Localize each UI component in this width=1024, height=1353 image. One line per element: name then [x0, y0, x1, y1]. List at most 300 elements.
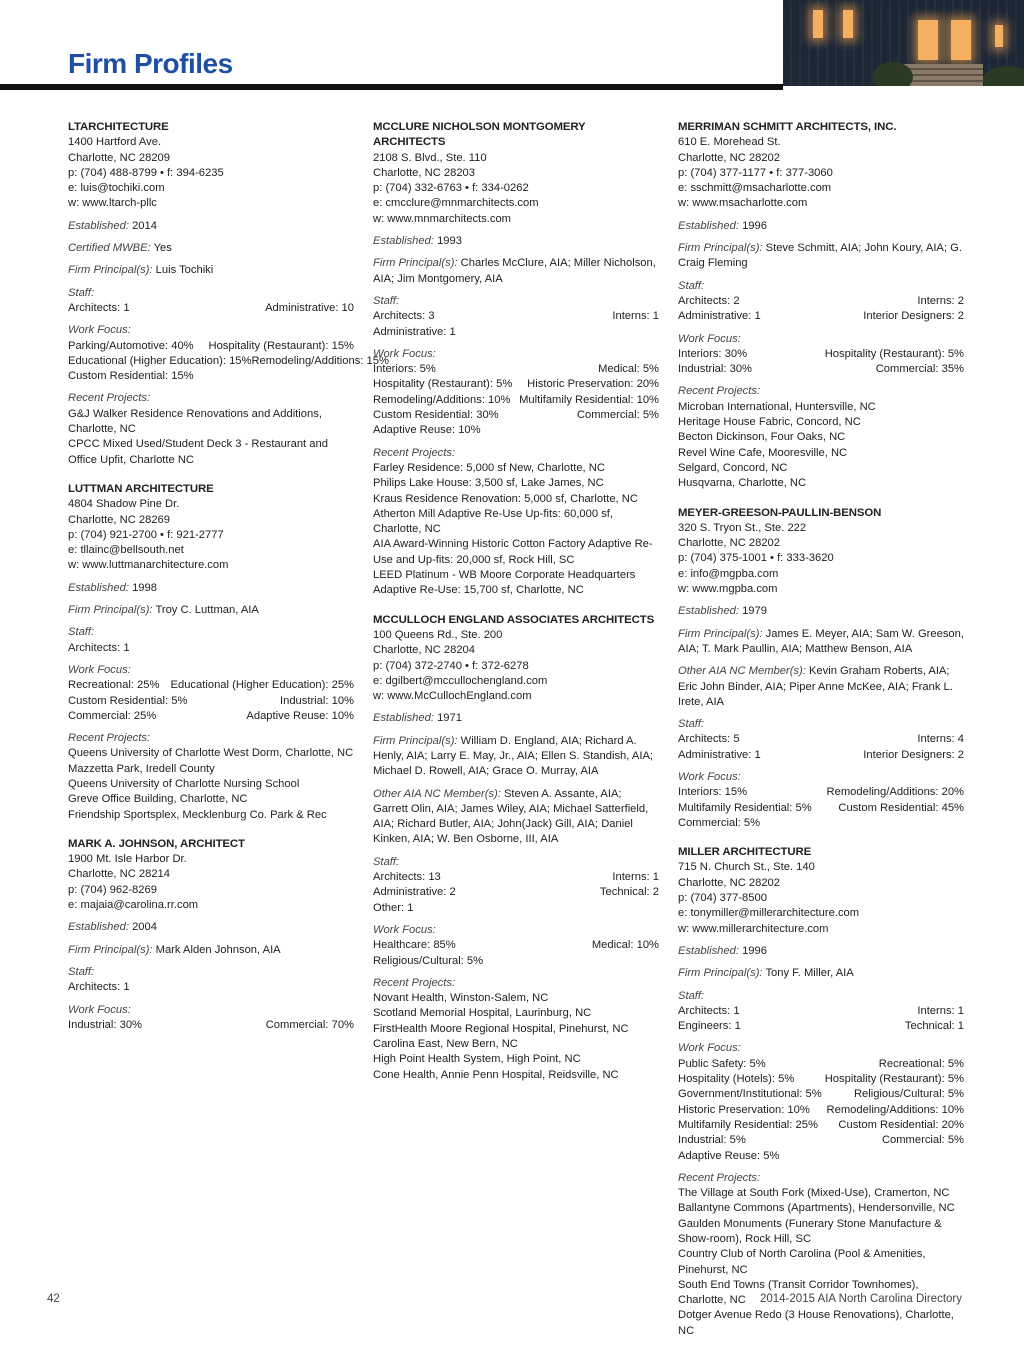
- focus-row: [678, 1057, 964, 1072]
- focus-item: Industrial: 5%: [678, 1134, 746, 1147]
- focus-row: [678, 1149, 964, 1164]
- projects-section: [68, 731, 354, 823]
- established-line: [373, 711, 659, 726]
- focus-item: Remodeling/Additions: 20%: [826, 786, 964, 799]
- focus-row: [68, 369, 354, 384]
- focus-item: Government/Institutional: 5%: [678, 1088, 822, 1101]
- staff-row: [373, 325, 659, 340]
- focus-item: Custom Residential: 20%: [838, 1118, 964, 1131]
- established-value: 1996: [742, 944, 767, 957]
- staff-row: [678, 309, 964, 324]
- contact-line: 1400 Hartford Ave.: [68, 136, 162, 149]
- staff-item: Architects: 2: [678, 294, 740, 307]
- focus-item: Remodeling/Additions: 15%: [251, 354, 389, 367]
- established-value: 1979: [742, 605, 767, 618]
- established-value: 1996: [742, 219, 767, 232]
- focus-item: Industrial: 30%: [68, 1018, 143, 1031]
- staff-row: [373, 309, 659, 324]
- contact-line: 2108 S. Blvd., Ste. 110: [373, 151, 487, 164]
- firm-name: MARK A. JOHNSON, ARCHITECT: [68, 837, 245, 850]
- members-line: [373, 787, 659, 848]
- focus-row: [68, 1018, 354, 1033]
- project-item: Heritage House Fabric, Concord, NC: [678, 416, 861, 429]
- contact-line: Charlotte, NC 28202: [678, 876, 780, 889]
- contact-line: e: info@mgpba.com: [678, 567, 779, 580]
- mwbe-line: [68, 241, 354, 256]
- contact-line: w: www.ltarch-pllc: [68, 197, 157, 210]
- established-value: 2014: [132, 219, 157, 232]
- contact-line: 610 E. Morehead St.: [678, 136, 781, 149]
- principals-label: Firm Principal(s):: [373, 734, 458, 747]
- focus-item: Multifamily Residential: 10%: [519, 393, 659, 406]
- staff-item: Interns: 1: [917, 1004, 964, 1017]
- members-line: [678, 664, 964, 710]
- focus-item: Industrial: 10%: [279, 694, 354, 707]
- project-item: Gaulden Monuments (Funerary Stone Manufacture & Show-room), Rock Hill, SC: [678, 1217, 942, 1245]
- project-item: Novant Health, Winston-Salem, NC: [373, 992, 549, 1005]
- staff-item: Other: 1: [373, 901, 414, 914]
- staff-item: Administrative: 1: [678, 310, 761, 323]
- staff-row: [68, 301, 354, 316]
- focus-row: [678, 801, 964, 816]
- page-header: [0, 0, 1024, 92]
- principals-value: William D. England, AIA; Richard A. Henly, AIA; Larry E. May, Jr., AIA; Ellen S. Standish, AIA; Michael D. Rowell, AIA; Grace O. Murray, AIA: [373, 734, 654, 778]
- contact-line: p: (704) 377-1177 • f: 377-3060: [678, 166, 833, 179]
- focus-row: [678, 362, 964, 377]
- column-2: [373, 120, 659, 1097]
- staff-row: [678, 1004, 964, 1019]
- members-label: Other AIA NC Member(s):: [678, 665, 806, 678]
- contact-line: p: (704) 921-2700 • f: 921-2777: [68, 528, 224, 541]
- project-item: High Point Health System, High Point, NC: [373, 1053, 581, 1066]
- principals-value: Tony F. Miller, AIA: [765, 967, 854, 980]
- page-title: Firm Profiles: [68, 48, 233, 79]
- mwbe-label: Certified MWBE:: [68, 242, 151, 255]
- established-label: Established:: [68, 581, 129, 594]
- project-item: Queens University of Charlotte West Dorm, Charlotte, NC: [68, 747, 354, 760]
- staff-section: [678, 989, 964, 1035]
- focus-item: Religious/Cultural: 5%: [853, 1088, 964, 1101]
- project-item: Scotland Memorial Hospital, Laurinburg, NC: [373, 1007, 592, 1020]
- established-label: Established:: [373, 235, 434, 248]
- staff-item: Engineers: 1: [678, 1020, 741, 1033]
- focus-section: [68, 663, 354, 724]
- staff-row: [68, 980, 354, 995]
- staff-row: [678, 294, 964, 309]
- firm-name: MERRIMAN SCHMITT ARCHITECTS, INC.: [678, 121, 897, 133]
- established-label: Established:: [373, 712, 434, 725]
- firm-name: LUTTMAN ARCHITECTURE: [68, 482, 214, 495]
- project-item: Atherton Mill Adaptive Re-Use Up-fits: 60,000 sf, Charlotte, NC: [373, 507, 614, 536]
- principals-label: Firm Principal(s):: [678, 967, 763, 980]
- principals-label: Firm Principal(s):: [678, 242, 763, 255]
- focus-row: [373, 408, 659, 423]
- project-item: Selgard, Concord, NC: [678, 461, 788, 474]
- focus-item: Hospitality (Hotels): 5%: [678, 1073, 795, 1086]
- principals-line: [68, 603, 354, 618]
- contact-line: 715 N. Church St., Ste. 140: [678, 861, 815, 874]
- projects-label: Recent Projects:: [678, 1171, 761, 1184]
- staff-section: [68, 965, 354, 996]
- header-rule: [0, 84, 783, 90]
- staff-section: [678, 717, 964, 763]
- contact-line: p: (704) 372-2740 • f: 372-6278: [373, 659, 529, 672]
- project-item: Dotger Avenue Redo (3 House Renovations), Charlotte, NC: [678, 1309, 954, 1337]
- focus-row: [373, 393, 659, 408]
- focus-row: [678, 1103, 964, 1118]
- established-line: [678, 219, 964, 234]
- firm-name: MCCLURE NICHOLSON MONTGOMERY ARCHITECTS: [373, 121, 586, 149]
- focus-item: Commercial: 35%: [875, 363, 964, 376]
- principals-line: [373, 256, 659, 287]
- principals-line: [373, 734, 659, 780]
- staff-label: Staff:: [678, 718, 705, 731]
- project-item: FirstHealth Moore Regional Hospital, Pinehurst, NC: [373, 1022, 629, 1035]
- firm-profile: [373, 120, 659, 599]
- staff-row: [678, 1019, 964, 1034]
- focus-row: [68, 709, 354, 724]
- project-item: LEED Platinum - WB Moore Corporate Headquarters Adaptive Re-Use: 15,700 sf, Charlotte, NC: [373, 569, 636, 597]
- established-label: Established:: [68, 219, 129, 232]
- established-line: [68, 219, 354, 234]
- principals-label: Firm Principal(s):: [68, 943, 153, 956]
- staff-label: Staff:: [678, 989, 705, 1002]
- focus-item: Adaptive Reuse: 5%: [678, 1149, 780, 1162]
- established-label: Established:: [678, 219, 739, 232]
- project-item: Philips Lake House: 3,500 sf, Lake James, NC: [373, 477, 604, 490]
- staff-item: Architects: 13: [373, 871, 441, 884]
- focus-item: Custom Residential: 45%: [838, 801, 964, 814]
- project-item: G&J Walker Residence Renovations and Additions, Charlotte, NC: [68, 407, 322, 436]
- project-item: Queens University of Charlotte Nursing School: [68, 777, 300, 790]
- project-item: Microban International, Huntersville, NC: [678, 400, 876, 413]
- page-number: 42: [47, 1293, 60, 1305]
- contact-line: w: www.millerarchitecture.com: [678, 922, 829, 935]
- project-item: CPCC Mixed Used/Student Deck 3 - Restaurant and Office Upfit, Charlotte NC: [68, 438, 328, 466]
- staff-item: Architects: 1: [678, 1004, 740, 1017]
- focus-item: Hospitality (Restaurant): 5%: [824, 347, 964, 360]
- focus-item: Custom Residential: 5%: [68, 694, 188, 707]
- principals-line: [678, 627, 964, 658]
- focus-item: Parking/Automotive: 40%: [68, 339, 194, 352]
- focus-row: [68, 339, 354, 354]
- projects-section: [68, 391, 354, 467]
- column-1: [68, 120, 389, 1047]
- staff-label: Staff:: [68, 626, 95, 639]
- project-item: Husqvarna, Charlotte, NC: [678, 477, 807, 490]
- principals-line: [678, 966, 964, 981]
- contact-line: e: luis@tochiki.com: [68, 182, 165, 195]
- focus-section: [373, 923, 659, 969]
- principals-value: Troy C. Luttman, AIA: [155, 604, 259, 617]
- contact-line: Charlotte, NC 28269: [68, 513, 170, 526]
- principals-value: James E. Meyer, AIA; Sam W. Greeson, AIA; T. Mark Paullin, AIA; Matthew Benson, AIA: [678, 627, 964, 655]
- project-item: Ballantyne Commons (Apartments), Hendersonville, NC: [678, 1202, 955, 1215]
- staff-item: Interior Designers: 2: [863, 310, 964, 323]
- focus-item: Medical: 10%: [591, 939, 659, 952]
- principals-value: Charles McClure, AIA; Miller Nicholson, AIA; Jim Montgomery, AIA: [373, 257, 656, 285]
- focus-item: Commercial: 70%: [265, 1018, 354, 1031]
- focus-label: Work Focus:: [373, 923, 436, 936]
- staff-section: [68, 625, 354, 656]
- project-item: Cone Health, Annie Penn Hospital, Reidsville, NC: [373, 1068, 619, 1081]
- firm-profile: [678, 845, 964, 1339]
- focus-row: [68, 354, 389, 369]
- principals-line: [68, 943, 354, 958]
- project-item: Greve Office Building, Charlotte, NC: [68, 793, 248, 806]
- focus-item: Recreational: 5%: [878, 1057, 964, 1070]
- staff-label: Staff:: [373, 294, 400, 307]
- principals-value: Mark Alden Johnson, AIA: [155, 943, 281, 956]
- established-line: [678, 944, 964, 959]
- contact-line: w: www.McCullochEngland.com: [373, 690, 532, 703]
- contact-line: Charlotte, NC 28203: [373, 166, 475, 179]
- focus-item: Interiors: 30%: [678, 347, 748, 360]
- principals-value: Steve Schmitt, AIA; John Koury, AIA; G. Craig Fleming: [678, 242, 962, 270]
- established-label: Established:: [678, 944, 739, 957]
- project-item: Kraus Residence Renovation: 5,000 sf, Charlotte, NC: [373, 492, 638, 505]
- staff-row: [678, 732, 964, 747]
- contact-line: w: www.luttmanarchitecture.com: [68, 559, 229, 572]
- staff-label: Staff:: [373, 855, 400, 868]
- contact-line: e: cmcclure@mnmarchitects.com: [373, 197, 539, 210]
- focus-row: [678, 347, 964, 362]
- focus-item: Multifamily Residential: 25%: [678, 1118, 818, 1131]
- focus-item: Hospitality (Restaurant): 5%: [824, 1073, 964, 1086]
- projects-section: [678, 1171, 964, 1339]
- focus-row: [373, 954, 659, 969]
- focus-item: Commercial: 5%: [576, 409, 659, 422]
- firm-profile: [373, 613, 659, 1083]
- focus-row: [373, 423, 659, 438]
- focus-item: Recreational: 25%: [68, 679, 160, 692]
- firm-profile: [68, 482, 354, 823]
- focus-row: [68, 694, 354, 709]
- focus-item: Commercial: 5%: [881, 1134, 964, 1147]
- staff-item: Technical: 1: [904, 1020, 964, 1033]
- focus-item: Adaptive Reuse: 10%: [373, 424, 481, 437]
- focus-item: Remodeling/Additions: 10%: [373, 393, 511, 406]
- members-value: Steven A. Assante, AIA; Garrett Olin, AIA; James Wiley, AIA; Michael Satterfield, AIA; Richard Butler, AIA; John(Jack) Gill, AIA; Daniel Kinken, AIA; W. Ben Osborne, III, AIA: [373, 787, 649, 846]
- firm-profile: [68, 120, 389, 468]
- focus-row: [678, 785, 964, 800]
- focus-label: Work Focus:: [68, 1003, 131, 1016]
- contact-line: Charlotte, NC 28209: [68, 151, 170, 164]
- staff-item: Interior Designers: 2: [863, 748, 964, 761]
- staff-row: [373, 870, 659, 885]
- project-item: Farley Residence: 5,000 sf New, Charlotte, NC: [373, 461, 605, 474]
- contact-line: w: www.mnmarchitects.com: [373, 212, 512, 225]
- focus-item: Medical: 5%: [598, 363, 659, 376]
- staff-section: [373, 855, 659, 916]
- focus-item: Religious/Cultural: 5%: [373, 954, 484, 967]
- focus-item: Commercial: 5%: [678, 816, 761, 829]
- focus-item: Adaptive Reuse: 10%: [246, 709, 354, 722]
- principals-label: Firm Principal(s):: [68, 604, 153, 617]
- mwbe-value: Yes: [153, 242, 172, 255]
- project-item: Becton Dickinson, Four Oaks, NC: [678, 431, 846, 444]
- contact-line: p: (704) 962-8269: [68, 883, 157, 896]
- established-line: [68, 920, 354, 935]
- members-label: Other AIA NC Member(s):: [373, 787, 501, 800]
- contact-line: Charlotte, NC 28204: [373, 644, 475, 657]
- members-value: Kevin Graham Roberts, AIA; Eric John Binder, AIA; Piper Anne McKee, AIA; Frank L. Irete, AIA: [678, 665, 953, 708]
- established-value: 1971: [437, 712, 462, 725]
- established-label: Established:: [678, 605, 739, 618]
- focus-section: [68, 1003, 354, 1034]
- contact-line: 1900 Mt. Isle Harbor Dr.: [68, 853, 187, 866]
- contact-line: 320 S. Tryon St., Ste. 222: [678, 521, 807, 534]
- projects-label: Recent Projects:: [68, 732, 151, 745]
- staff-item: Administrative: 2: [373, 886, 456, 899]
- project-item: Country Club of North Carolina (Pool & Amenities, Pinehurst, NC: [678, 1248, 926, 1276]
- contact-line: w: www.mgpba.com: [678, 583, 778, 596]
- staff-item: Interns: 2: [917, 294, 964, 307]
- footer-text: 2014-2015 AIA North Carolina Directory: [760, 1293, 962, 1305]
- staff-item: Interns: 1: [612, 871, 659, 884]
- staff-item: Technical: 2: [599, 886, 659, 899]
- staff-label: Staff:: [68, 965, 95, 978]
- focus-label: Work Focus:: [68, 663, 131, 676]
- projects-label: Recent Projects:: [373, 976, 456, 989]
- established-line: [678, 604, 964, 619]
- staff-item: Architects: 1: [68, 301, 130, 314]
- firm-name: MILLER ARCHITECTURE: [678, 846, 812, 859]
- staff-row: [373, 901, 659, 916]
- contact-line: Charlotte, NC 28214: [68, 868, 170, 881]
- project-item: Mazzetta Park, Iredell County: [68, 762, 215, 775]
- focus-item: Educational (Higher Education): 25%: [170, 679, 354, 692]
- staff-section: [678, 279, 964, 325]
- staff-item: Architects: 5: [678, 733, 740, 746]
- projects-section: [373, 976, 659, 1083]
- focus-item: Educational (Higher Education): 15%: [68, 354, 252, 367]
- focus-item: Hospitality (Restaurant): 15%: [208, 339, 354, 352]
- focus-item: Interiors: 15%: [678, 786, 748, 799]
- principals-line: [68, 263, 354, 278]
- contact-line: e: majaia@carolina.rr.com: [68, 899, 199, 912]
- focus-row: [68, 678, 354, 693]
- focus-row: [678, 1087, 964, 1102]
- projects-section: [678, 384, 964, 491]
- staff-label: Staff:: [68, 286, 95, 299]
- contact-line: p: (704) 488-8799 • f: 394-6235: [68, 166, 224, 179]
- focus-section: [373, 347, 659, 439]
- focus-item: Healthcare: 85%: [373, 939, 456, 952]
- firm-name: LTARCHITECTURE: [68, 121, 169, 133]
- header-photo: [783, 0, 1024, 86]
- contact-line: Charlotte, NC 28202: [678, 151, 780, 164]
- firm-name: MEYER-GREESON-PAULLIN-BENSON: [678, 506, 882, 519]
- project-item: Revel Wine Cafe, Mooresville, NC: [678, 446, 848, 459]
- staff-item: Administrative: 10: [265, 301, 354, 314]
- contact-line: Charlotte, NC 28202: [678, 537, 780, 550]
- focus-item: Historic Preservation: 20%: [527, 378, 659, 391]
- focus-label: Work Focus:: [68, 324, 131, 337]
- focus-row: [678, 1133, 964, 1148]
- staff-label: Staff:: [678, 279, 705, 292]
- contact-line: e: sschmitt@msacharlotte.com: [678, 182, 832, 195]
- projects-section: [373, 446, 659, 599]
- focus-item: Historic Preservation: 10%: [678, 1103, 810, 1116]
- project-item: AIA Award-Winning Historic Cotton Factory Adaptive Re-Use and Up-fits: 20,000 sf, Rock Hill, SC: [373, 538, 653, 566]
- staff-item: Architects: 1: [68, 641, 130, 654]
- focus-row: [373, 938, 659, 953]
- established-line: [68, 581, 354, 596]
- contact-line: w: www.msacharlotte.com: [678, 197, 808, 210]
- principals-label: Firm Principal(s):: [68, 264, 153, 277]
- contact-line: p: (704) 377-8500: [678, 892, 767, 905]
- staff-item: Administrative: 1: [678, 748, 761, 761]
- principals-label: Firm Principal(s):: [678, 627, 763, 640]
- focus-row: [678, 1118, 964, 1133]
- focus-item: Custom Residential: 30%: [373, 409, 499, 422]
- focus-row: [678, 816, 964, 831]
- focus-label: Work Focus:: [678, 1042, 741, 1055]
- project-item: South End Towns (Transit Corridor Townhomes), Charlotte, NC: [678, 1278, 919, 1307]
- focus-section: [678, 332, 964, 378]
- staff-item: Interns: 4: [917, 733, 964, 746]
- staff-item: Interns: 1: [612, 310, 659, 323]
- staff-section: [68, 286, 354, 317]
- principals-line: [678, 241, 964, 272]
- focus-section: [678, 770, 964, 831]
- focus-row: [678, 1072, 964, 1087]
- focus-item: Hospitality (Restaurant): 5%: [373, 378, 513, 391]
- staff-row: [373, 885, 659, 900]
- contact-line: 100 Queens Rd., Ste. 200: [373, 628, 503, 641]
- contact-line: e: tllainc@bellsouth.net: [68, 544, 184, 557]
- focus-item: Interiors: 5%: [373, 363, 436, 376]
- principals-value: Luis Tochiki: [155, 264, 214, 277]
- project-item: Carolina East, New Bern, NC: [373, 1038, 518, 1051]
- project-item: The Village at South Fork (Mixed-Use), Cramerton, NC: [678, 1187, 950, 1200]
- focus-section: [68, 323, 389, 384]
- established-label: Established:: [68, 921, 129, 934]
- staff-row: [678, 748, 964, 763]
- staff-section: [373, 294, 659, 340]
- firm-profile: [678, 120, 964, 492]
- contact-line: 4804 Shadow Pine Dr.: [68, 498, 180, 511]
- staff-item: Architects: 3: [373, 310, 435, 323]
- focus-item: Remodeling/Additions: 10%: [826, 1103, 964, 1116]
- firm-profile: [678, 506, 964, 832]
- staff-row: [68, 641, 354, 656]
- projects-label: Recent Projects:: [678, 385, 761, 398]
- firm-profile: [68, 837, 354, 1033]
- projects-label: Recent Projects:: [373, 446, 456, 459]
- focus-section: [678, 1041, 964, 1163]
- column-3: [678, 120, 964, 1353]
- established-value: 1993: [437, 235, 462, 248]
- focus-item: Custom Residential: 15%: [68, 370, 194, 383]
- project-item: Friendship Sportsplex, Mecklenburg Co. Park & Rec: [68, 808, 327, 821]
- focus-label: Work Focus:: [678, 332, 741, 345]
- focus-row: [373, 362, 659, 377]
- focus-item: Commercial: 25%: [68, 709, 157, 722]
- established-value: 1998: [132, 581, 157, 594]
- focus-item: Public Safety: 5%: [678, 1057, 766, 1070]
- contact-line: e: tonymiller@millerarchitecture.com: [678, 907, 860, 920]
- projects-label: Recent Projects:: [68, 392, 151, 405]
- contact-line: p: (704) 332-6763 • f: 334-0262: [373, 182, 529, 195]
- established-value: 2004: [132, 921, 157, 934]
- focus-label: Work Focus:: [678, 770, 741, 783]
- established-line: [373, 234, 659, 249]
- focus-label: Work Focus:: [373, 347, 436, 360]
- contact-line: p: (704) 375-1001 • f: 333-3620: [678, 552, 834, 565]
- focus-item: Industrial: 30%: [678, 363, 753, 376]
